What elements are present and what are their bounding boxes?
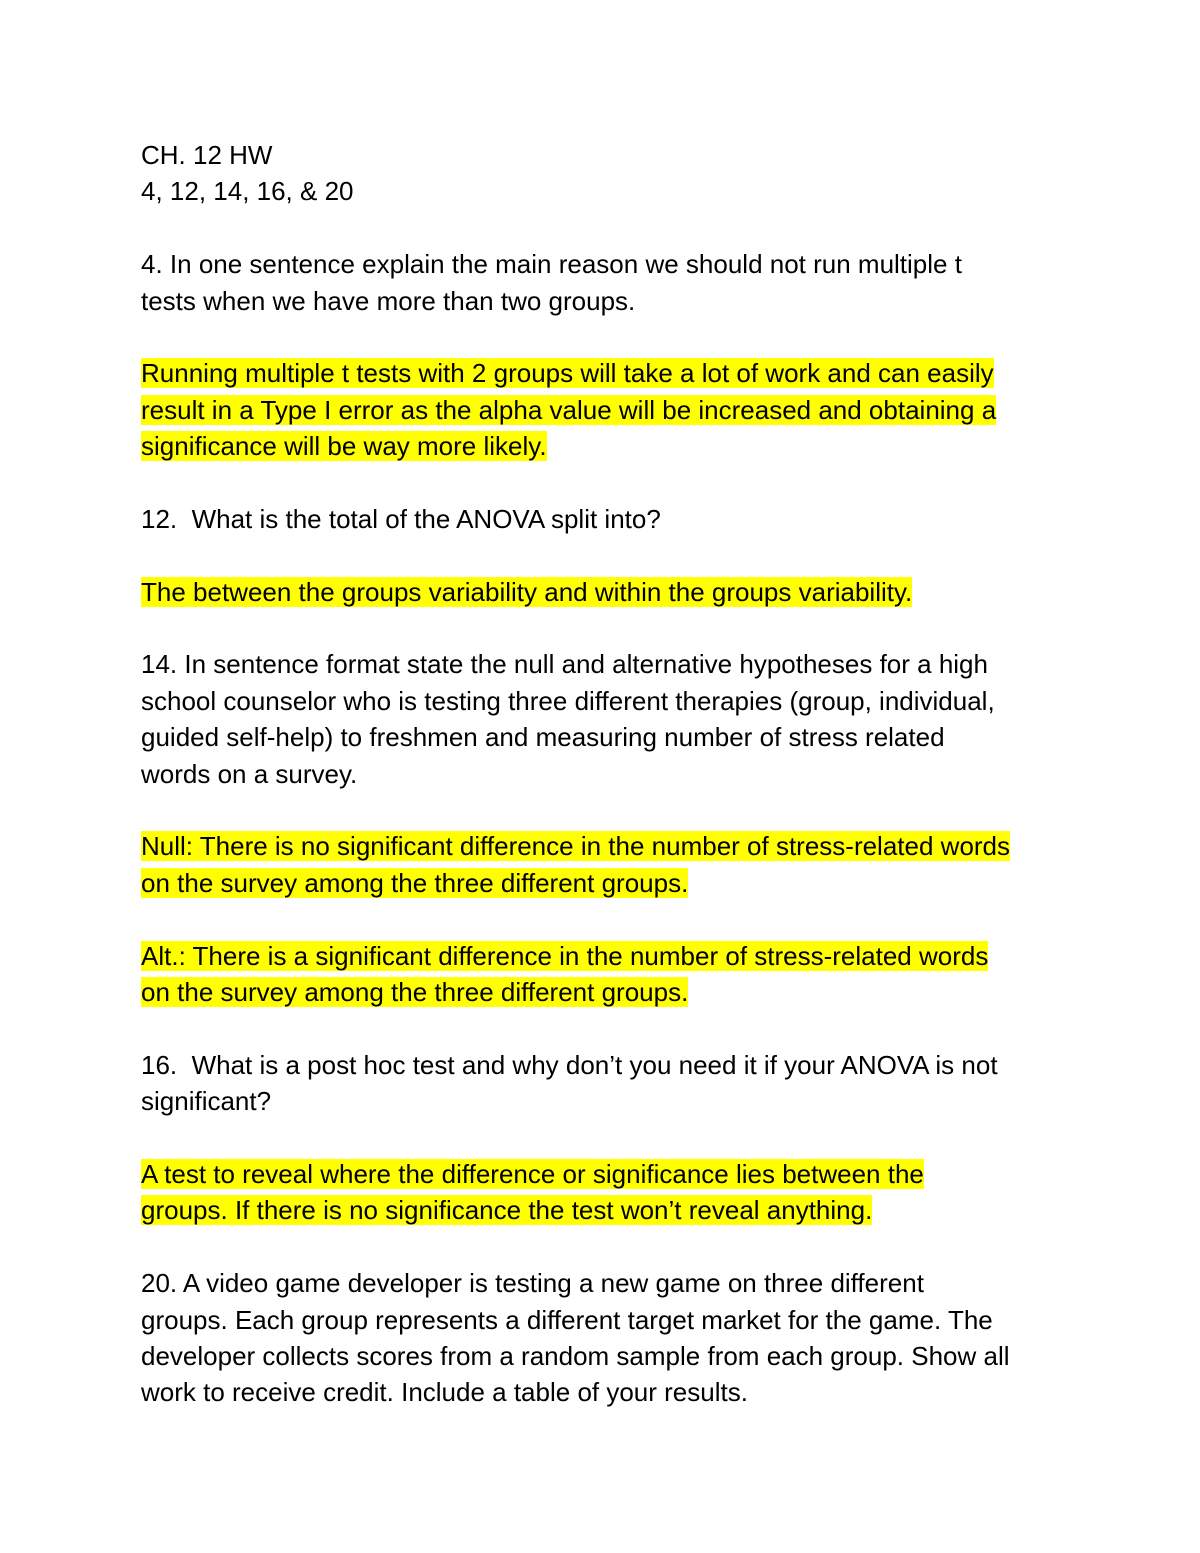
question-20-line-4: work to receive credit. Include a table of your results. (141, 1377, 748, 1408)
spacer (141, 537, 1071, 573)
spacer (141, 210, 1071, 246)
highlighted-answer-text: groups. If there is no significance the test won’t reveal anything. (141, 1195, 873, 1226)
question-4-line-1: 4. In one sentence explain the main reason we should not run multiple t (141, 249, 962, 280)
spacer (141, 1120, 1071, 1156)
answer-14-alt-line-1 (141, 938, 1071, 974)
question-4-line-2: tests when we have more than two groups. (141, 285, 636, 316)
question-14-line-3: guided self-help) to freshmen and measuring number of stress related (141, 722, 945, 753)
highlighted-answer-text: Null: There is no significant difference in the number of stress-related words (141, 831, 1011, 862)
document-page (141, 137, 1071, 1411)
highlighted-answer-text: on the survey among the three different groups. (141, 976, 689, 1007)
answer-12-line-1 (141, 574, 1071, 610)
answer-4-line-2 (141, 392, 1071, 428)
answer-4-line-1 (141, 355, 1071, 391)
question-20-line-1: 20. A video game developer is testing a new game on three different (141, 1268, 924, 1299)
highlighted-answer-text: Alt.: There is a significant difference in the number of stress-related words (141, 940, 989, 971)
answer-16-line-2 (141, 1192, 1071, 1228)
highlighted-answer-text: A test to reveal where the difference or significance lies between the (141, 1158, 924, 1189)
spacer (141, 1010, 1071, 1046)
answer-4-line-3 (141, 428, 1071, 464)
answer-16-line-1 (141, 1156, 1071, 1192)
spacer (141, 901, 1071, 937)
answer-14-alt-line-2 (141, 974, 1071, 1010)
question-14-line-4: words on a survey. (141, 758, 358, 789)
question-16-line-2: significant? (141, 1086, 272, 1117)
spacer (141, 792, 1071, 828)
spacer (141, 319, 1071, 355)
question-14-line-1: 14. In sentence format state the null and alternative hypotheses for a high (141, 649, 988, 680)
question-20-line-2: groups. Each group represents a different target market for the game. The (141, 1304, 993, 1335)
question-12-line-1: 12. What is the total of the ANOVA split into? (141, 503, 661, 534)
highlighted-answer-text: significance will be way more likely. (141, 431, 547, 462)
answer-14-null-line-2 (141, 865, 1071, 901)
spacer (141, 465, 1071, 501)
question-20-line-3: developer collects scores from a random sample from each group. Show all (141, 1340, 1010, 1371)
question-14-line-2: school counselor who is testing three different therapies (group, individual, (141, 685, 995, 716)
highlighted-answer-text: Running multiple t tests with 2 groups will take a lot of work and can easily (141, 358, 994, 389)
highlighted-answer-text: The between the groups variability and within the groups variability. (141, 576, 913, 607)
highlighted-answer-text: on the survey among the three different groups. (141, 867, 689, 898)
spacer (141, 1229, 1071, 1265)
spacer (141, 610, 1071, 646)
question-16-line-1: 16. What is a post hoc test and why don’t you need it if your ANOVA is not (141, 1049, 998, 1080)
answer-14-null-line-1 (141, 828, 1071, 864)
assigned-problems: 4, 12, 14, 16, & 20 (141, 176, 354, 207)
document-title: CH. 12 HW (141, 140, 273, 170)
highlighted-answer-text: result in a Type I error as the alpha value will be increased and obtaining a (141, 394, 997, 425)
